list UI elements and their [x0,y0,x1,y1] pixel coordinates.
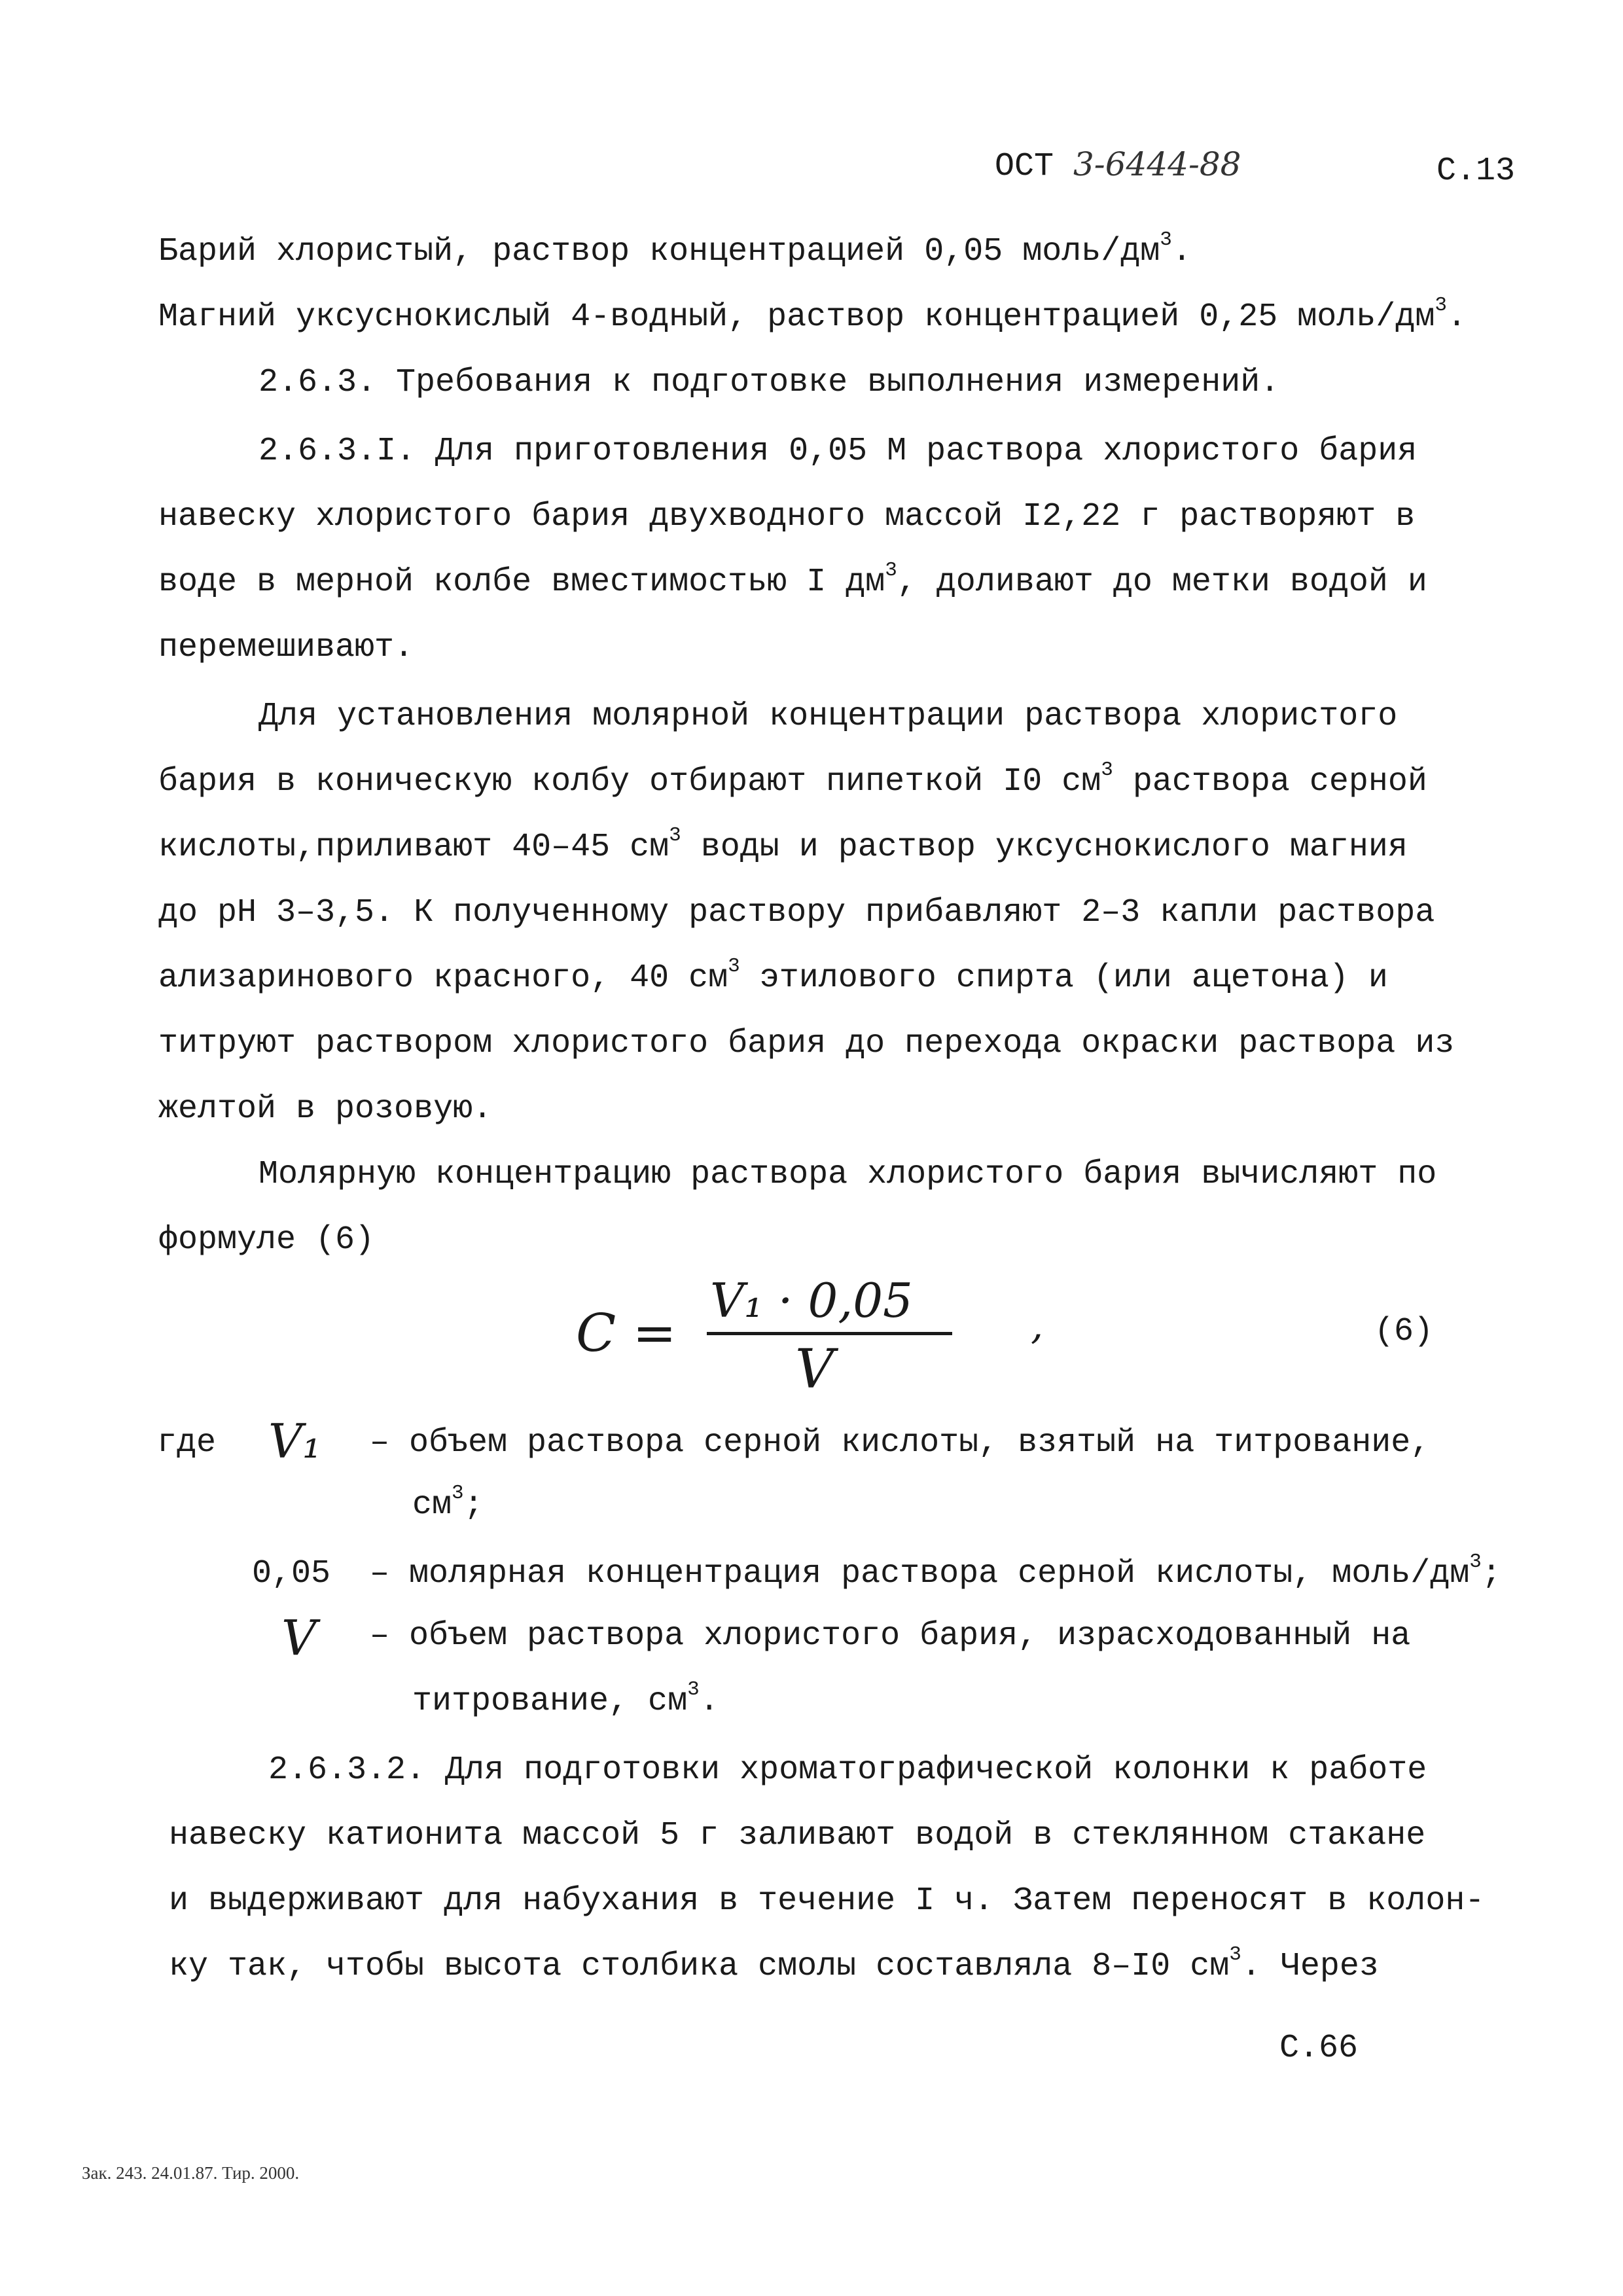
symbol-v1: V₁ [268,1414,321,1469]
paragraph-line: и выдерживают для набухания в течение I ч. Затем переносят в колон- [169,1882,1485,1920]
header-ost-number: 3-6444-88 [1073,145,1241,183]
page-reference: С.66 [1279,2030,1359,2067]
definition-v: – объем раствора хлористого бария, израсходованный на [370,1617,1411,1655]
definition-concentration: – молярная концентрация раствора серной кислоты, моль/$дм^3$; [370,1550,1501,1592]
paragraph-line: формуле (6) [158,1221,375,1259]
paragraph-line: навеску хлористого бария двухводного массой I2,22 г растворяют в [158,498,1416,535]
header-page-number: С.13 [1436,152,1516,190]
symbol-concentration: 0,05 [252,1555,331,1592]
paragraph-line: бария в коническую колбу отбирают пипеткой I0 $см^3$ раствора серной [158,758,1427,800]
paragraph-line: навеску катионита массой 5 г заливают водой в стеклянном стакане [169,1817,1426,1854]
paragraph-line: ку так, чтобы высота столбика смолы составляла 8–I0 $см^3$. Через [169,1943,1379,1985]
paragraph-line: Для установления молярной концентрации раствора хлористого [259,698,1398,735]
definition-v-cont: титрование, $см^3$. [412,1677,719,1720]
print-footer: Зак. 243. 24.01.87. Тир. 2000. [82,2163,300,2183]
paragraph-line: желтой в розовую. [158,1090,493,1128]
symbol-v: V [281,1610,317,1666]
paragraph-line: воде в мерной колбе вместимостью I $дм^3$, доливают до метки водой и [158,558,1427,601]
section-heading-2-6-3: 2.6.3. Требования к подготовке выполнения измерений. [259,364,1280,401]
formula-numerator: V₁ · 0,05 [710,1273,913,1328]
formula-number: (6) [1374,1313,1434,1350]
formula-comma: , [1031,1302,1044,1348]
definition-v1: – объем раствора серной кислоты, взятый на титрование, [370,1424,1431,1462]
paragraph-line: 2.6.3.I. Для приготовления 0,05 М раствора хлористого бария [259,433,1418,470]
paragraph-line: до pH 3–3,5. К полученному раствору прибавляют 2–3 капли раствора [158,894,1435,931]
definition-v1-cont: $см^3$; [412,1481,484,1524]
paragraph-line: кислоты,приливают 40–45 $см^3$ воды и раствор уксуснокислого магния [158,823,1408,866]
reagent-line-1: Барий хлористый, раствор концентрацией 0,05 моль/$дм^3$. [158,228,1192,270]
paragraph-line: Молярную концентрацию раствора хлористого бария вычисляют по [259,1156,1437,1193]
header-ost-label: ОСТ [995,148,1054,185]
paragraph-line: титруют раствором хлористого бария до перехода окраски раствора из [158,1025,1455,1062]
formula-denominator: V [795,1338,834,1401]
paragraph-line: перемешивают. [158,629,414,666]
paragraph-line: ализаринового красного, 40 $см^3$ этилового спирта (или ацетона) и [158,954,1388,997]
formula-lhs: С = [576,1302,677,1363]
formula-fraction-bar [707,1332,952,1335]
reagent-line-2: Магний уксуснокислый 4-водный, раствор концентрацией 0,25 моль/$дм^3$. [158,293,1467,336]
where-label: где [157,1424,217,1462]
paragraph-line: 2.6.3.2. Для подготовки хроматографической колонки к работе [268,1751,1427,1789]
